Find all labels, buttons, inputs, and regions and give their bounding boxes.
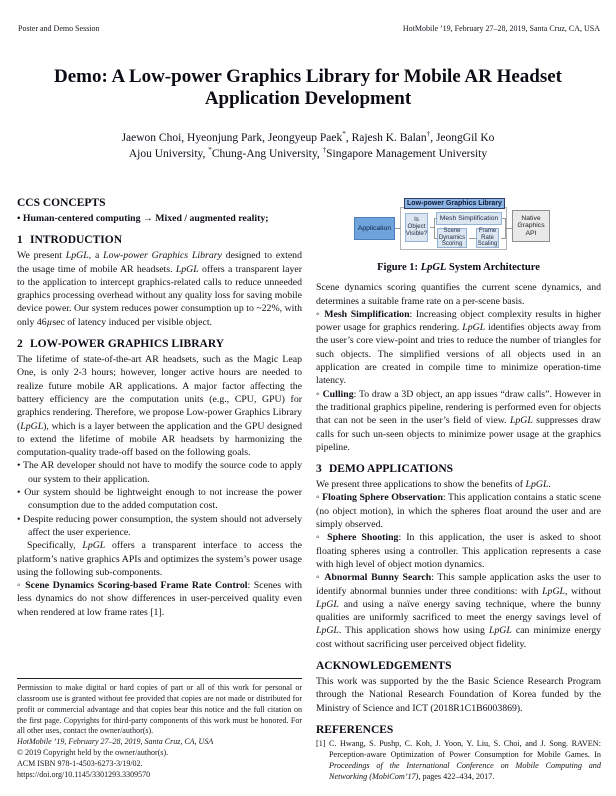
goal-bullet-list bbox=[17, 459, 302, 539]
goal-bullet: • Our system should be lightweight enough to not increase the power consumption due to the added computation cost. bbox=[17, 487, 302, 512]
references-heading: REFERENCES bbox=[316, 723, 394, 736]
acknowledgements-heading: ACKNOWLEDGEMENTS bbox=[316, 660, 452, 673]
lpgl-paragraph: The lifetime of state-of-the-art AR headsets, such as the Magic Leap One, is only 2-3 hours; however, longer active hours are needed to realize future mobile AR applications. A major factor affecting the battery efficiency are the computation units (e.g., CPU, GPU) for graphics rendering. Therefore, we propose Low-power Graphics Library (LpGL), which is a layer between the application and the GPU designed to extend the lifetime of mobile AR headsets by harmonizing the computation-quality trade-off based on the following goals. bbox=[17, 354, 302, 459]
section-3-title: DEMO APPLICATIONS bbox=[329, 463, 454, 476]
demo-intro-line: We present three applications to show the benefits of LpGL. bbox=[316, 479, 551, 491]
fig-connector bbox=[505, 228, 512, 229]
title-line-1: Demo: A Low-power Graphics Library for Mobile AR Headset bbox=[53, 66, 563, 87]
running-head bbox=[18, 24, 600, 33]
fig-band-library: Low-power Graphics Library bbox=[404, 198, 505, 209]
scene-scoring-paragraph: Scene dynamics scoring quantifies the current scene dynamics, and determines a suitable frame rate on a per-scene basis. bbox=[316, 282, 601, 307]
byline bbox=[30, 131, 586, 162]
right-column bbox=[316, 193, 601, 783]
running-head-right: HotMobile ’19, February 27–28, 2019, Santa Cruz, CA, USA bbox=[402, 24, 600, 33]
goal-bullet: • Despite reducing power consumption, the system should not adversely affect the user experience. bbox=[17, 513, 302, 538]
section-1-heading bbox=[17, 234, 302, 247]
left-column bbox=[17, 196, 302, 782]
fig-box-is-object-visible: Is Object Visible? bbox=[405, 213, 428, 242]
acknowledgements-text: This work was supported by the the Basic Science Research Program through the National Research Foundation of Korea funded by the Ministry of Science and ICT (2018R1C1B6003869). bbox=[316, 676, 601, 714]
footnote-block bbox=[17, 678, 302, 781]
figure-1-caption: Figure 1: LpGL System Architecture bbox=[377, 262, 540, 273]
fig-box-application: Application bbox=[354, 217, 395, 240]
specifically-paragraph: Specifically, LpGL offers a transparent interface to access the platform’s native graphics APIs and optimizes the system’s power usage using the following sub-components. bbox=[17, 540, 302, 578]
section-3-number: 3 bbox=[316, 463, 322, 476]
fig-box-frame-rate-scaling: Frame Rate Scaling bbox=[477, 228, 498, 248]
ccs-heading: CCS CONCEPTS bbox=[17, 197, 106, 209]
mesh-simplification-bullet: ◦ Mesh Simplification: Increasing object complexity results in higher power usage for graphics rendering. LpGL identifies objects away from the user’s core view-point and tries to reduce the number of triangles for such objects. The simplified versions of all objects used in an application are created in compile time to minimize operation-time latency. bbox=[316, 308, 601, 387]
goal-bullet: • The AR developer should not have to modify the source code to apply our system to their application. bbox=[17, 460, 302, 485]
fig-connector bbox=[469, 238, 476, 239]
footnote-doi[interactable]: https://doi.org/10.1145/3301293.3309570 bbox=[17, 770, 151, 780]
reference-1: [1] C. Hwang, S. Pushp, C. Koh, J. Yoon, Y. Liu, S. Choi, and J. Song. RAVEN: Perception-aware Optimization of Power Consumption for Mobile Games. In Proceedings of the International Conference on Mobile Computing and Networking (MobiCom’17), pages 422–434, 2017. bbox=[316, 738, 601, 781]
footnote-venue: HotMobile ’19, February 27–28, 2019, Santa Cruz, CA, USA bbox=[17, 737, 214, 747]
figure-1 bbox=[316, 195, 601, 274]
fig-box-mesh-simplification: Mesh Simplification bbox=[436, 212, 502, 225]
fig-connector bbox=[434, 238, 438, 239]
sphere-shooting-bullet: ◦ Sphere Shooting: In this application, the user is asked to shoot floating spheres using a controller. This application represents a case with high level of object motion dynamics. bbox=[316, 532, 601, 570]
section-1-number: 1 bbox=[17, 234, 23, 247]
section-1-title: INTRODUCTION bbox=[30, 234, 123, 247]
ccs-concepts-text: • Human-centered computing → Mixed / augmented reality; bbox=[17, 213, 269, 224]
section-2-number: 2 bbox=[17, 338, 23, 351]
running-head-left: Poster and Demo Session bbox=[18, 24, 100, 33]
fig-box-scene-dynamics-scoring: Scene Dynamics Scoring bbox=[438, 228, 466, 248]
intro-paragraph: We present LpGL, a Low-power Graphics Library designed to extend the usage time of mobile AR headsets. LpGL offers a transparent layer to the application to intercept graphics-related calls to reduce unneeded graphics processing overhead without any quality loss for saving mobile device power. Our system reduces power consumption up to ~22%, with only 46µsec of latency induced per visible object. bbox=[17, 250, 302, 328]
figure-1-diagram bbox=[353, 195, 551, 253]
floating-sphere-bullet: ◦ Floating Sphere Observation: This application contains a static scene (no object motion), in which the spheres float around the user and are simply observed. bbox=[316, 492, 601, 531]
section-2-heading bbox=[17, 338, 302, 351]
footnote-copyright: © 2019 Copyright held by the owner/author(s). bbox=[17, 748, 169, 758]
title-line-2: Application Development bbox=[204, 88, 412, 109]
paper-title bbox=[40, 66, 576, 110]
section-2-title: LOW-POWER GRAPHICS LIBRARY bbox=[30, 338, 225, 351]
fig-box-native-graphics-api: Native Graphics API bbox=[512, 210, 550, 242]
culling-bullet: ◦ Culling: To draw a 3D object, an app issues “draw calls”. However in the traditional graphics pipeline, rendering is performed even for objects that can not be seen in the user’s field of view. LpGL suppresses draw calls for such un-seen objects to minimize power usage at the graphics pipeline. bbox=[316, 388, 601, 453]
fig-connector bbox=[434, 218, 435, 238]
reference-list bbox=[316, 739, 601, 783]
affiliation-line: Ajou University, *Chung-Ang University, †Singapore Management University bbox=[128, 145, 488, 160]
authors-line: Jaewon Choi, Hyeonjung Park, Jeongyeup Paek*, Rajesh K. Balan†, JeongGil Ko bbox=[121, 130, 495, 144]
abnormal-bunny-bullet: ◦ Abnormal Bunny Search: This sample application asks the user to identify abnormal bunnies under three conditions: with LpGL, without LpGL and using a naïve energy saving technique, where the bunny qualities are uniformly sacrificed to meet the energy savings level of LpGL. This application shows how using LpGL can minimize energy cost without sacrificing user perceived object fidelity. bbox=[316, 572, 601, 650]
footnote-isbn: ACM ISBN 978-1-4503-6273-3/19/02. bbox=[17, 759, 143, 769]
permission-text: Permission to make digital or hard copies of part or all of this work for personal or classroom use is granted without fee provided that copies are not made or distributed for profit or commercial advantage and that copies bear this notice and the full citation on the first page. Copyrights for third-party components of this work must be honored. For all other uses, contact the owner/author(s). bbox=[17, 682, 302, 736]
fig-connector bbox=[434, 218, 437, 219]
scene-dynamics-bullet: ◦ Scene Dynamics Scoring-based Frame Rate Control: Scenes with less dynamics do not show differences in user-perceived quality even when rendered at low frame rates [1]. bbox=[17, 580, 302, 618]
section-3-heading bbox=[316, 463, 601, 476]
